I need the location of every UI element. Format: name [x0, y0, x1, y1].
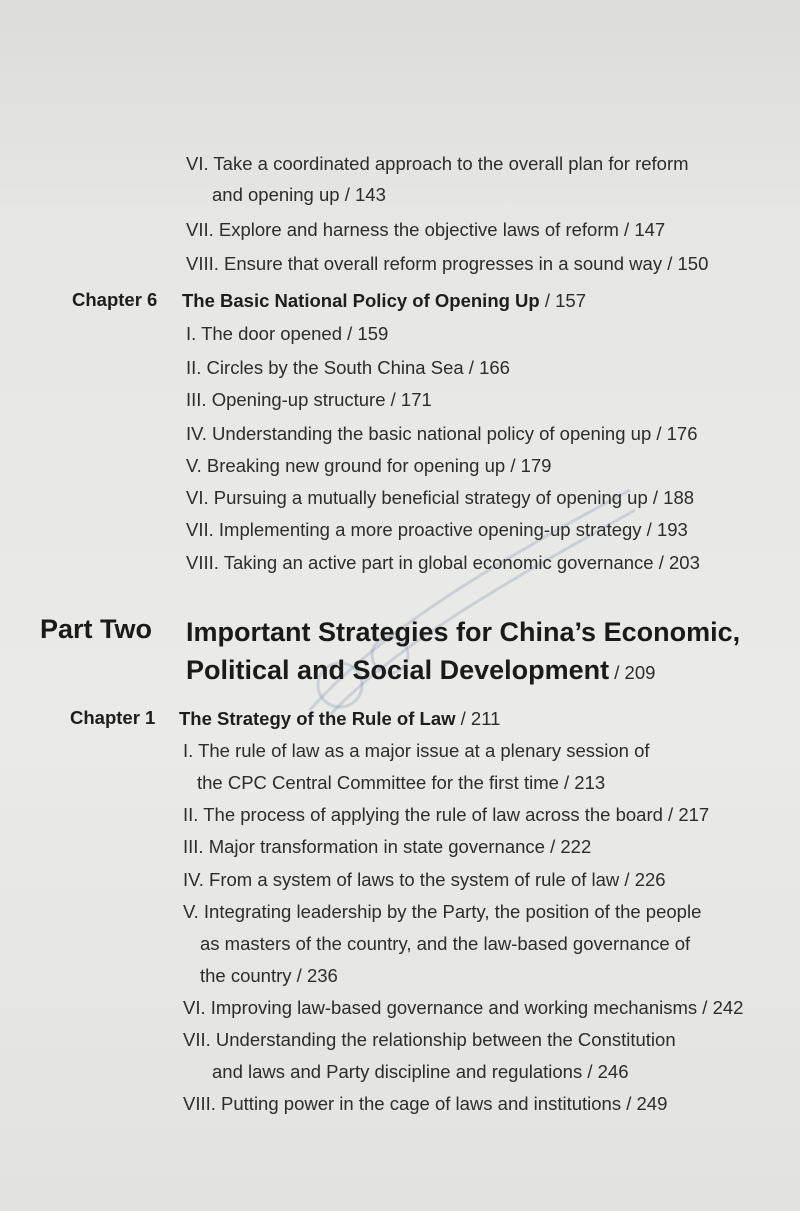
toc-item-reform-vii[interactable]: VII. Explore and harness the objective laws of reform / 147 [186, 219, 666, 240]
toc-item-ch6-vii[interactable]: VII. Implementing a more proactive opening-up strategy / 193 [186, 519, 688, 540]
toc-item-ch6-vi[interactable]: VI. Pursuing a mutually beneficial strategy of opening up / 188 [186, 487, 695, 508]
toc-item-ch1-ii[interactable]: II. The process of applying the rule of law across the board / 217 [183, 804, 710, 825]
toc-item-ch6-viii[interactable]: VIII. Taking an active part in global economic governance / 203 [186, 552, 700, 573]
chapter-1-heading[interactable] [179, 707, 500, 731]
chapter-1-label: Chapter 1 [70, 707, 156, 728]
toc-item-ch1-vi[interactable]: VI. Improving law-based governance and working mechanisms / 242 [183, 997, 744, 1018]
chapter-1-page: / 211 [455, 708, 501, 729]
chapter-6-title: The Basic National Policy of Opening Up [182, 290, 540, 311]
toc-item-ch6-iv[interactable]: IV. Understanding the basic national policy of opening up / 176 [186, 423, 698, 444]
part-two-label: Part Two [40, 614, 153, 644]
toc-item-ch1-vii-cont[interactable]: and laws and Party discipline and regulations / 246 [212, 1061, 629, 1082]
toc-item-ch1-vii[interactable]: VII. Understanding the relationship between the Constitution [183, 1029, 676, 1050]
toc-item-ch6-i[interactable]: I. The door opened / 159 [186, 323, 389, 344]
part-two-title-line2[interactable] [186, 652, 655, 691]
toc-item-reform-vi[interactable]: VI. Take a coordinated approach to the overall plan for reform [186, 153, 689, 174]
toc-item-reform-vi-cont[interactable]: and opening up / 143 [212, 184, 386, 205]
chapter-6-page: / 157 [539, 290, 587, 311]
toc-item-ch6-iii[interactable]: III. Opening-up structure / 171 [186, 389, 432, 410]
toc-item-ch1-iii[interactable]: III. Major transformation in state governance / 222 [183, 836, 592, 857]
toc-item-ch1-iv[interactable]: IV. From a system of laws to the system of rule of law / 226 [183, 869, 666, 890]
toc-item-ch1-v[interactable]: V. Integrating leadership by the Party, the position of the people [183, 901, 702, 922]
chapter-1-title: The Strategy of the Rule of Law [179, 708, 456, 729]
toc-item-ch6-ii[interactable]: II. Circles by the South China Sea / 166 [186, 357, 510, 378]
toc-item-ch1-i-cont[interactable]: the CPC Central Committee for the first time / 213 [197, 772, 606, 793]
toc-item-ch1-i[interactable]: I. The rule of law as a major issue at a plenary session of [183, 740, 650, 761]
toc-item-ch1-v-cont2[interactable]: the country / 236 [200, 965, 338, 986]
toc-item-ch1-viii[interactable]: VIII. Putting power in the cage of laws and institutions / 249 [183, 1093, 668, 1114]
chapter-6-heading[interactable] [182, 289, 586, 313]
part-two-title-line1[interactable]: Important Strategies for China’s Economic, [186, 617, 741, 647]
toc-item-ch1-v-cont1[interactable]: as masters of the country, and the law-based governance of [200, 933, 691, 954]
toc-item-ch6-v[interactable]: V. Breaking new ground for opening up / 179 [186, 455, 552, 476]
part-two-title-line2-text: Political and Social Development [186, 655, 610, 685]
part-two-page: / 209 [609, 662, 656, 683]
chapter-6-label: Chapter 6 [72, 289, 158, 310]
toc-item-reform-viii[interactable]: VIII. Ensure that overall reform progresses in a sound way / 150 [186, 253, 709, 274]
